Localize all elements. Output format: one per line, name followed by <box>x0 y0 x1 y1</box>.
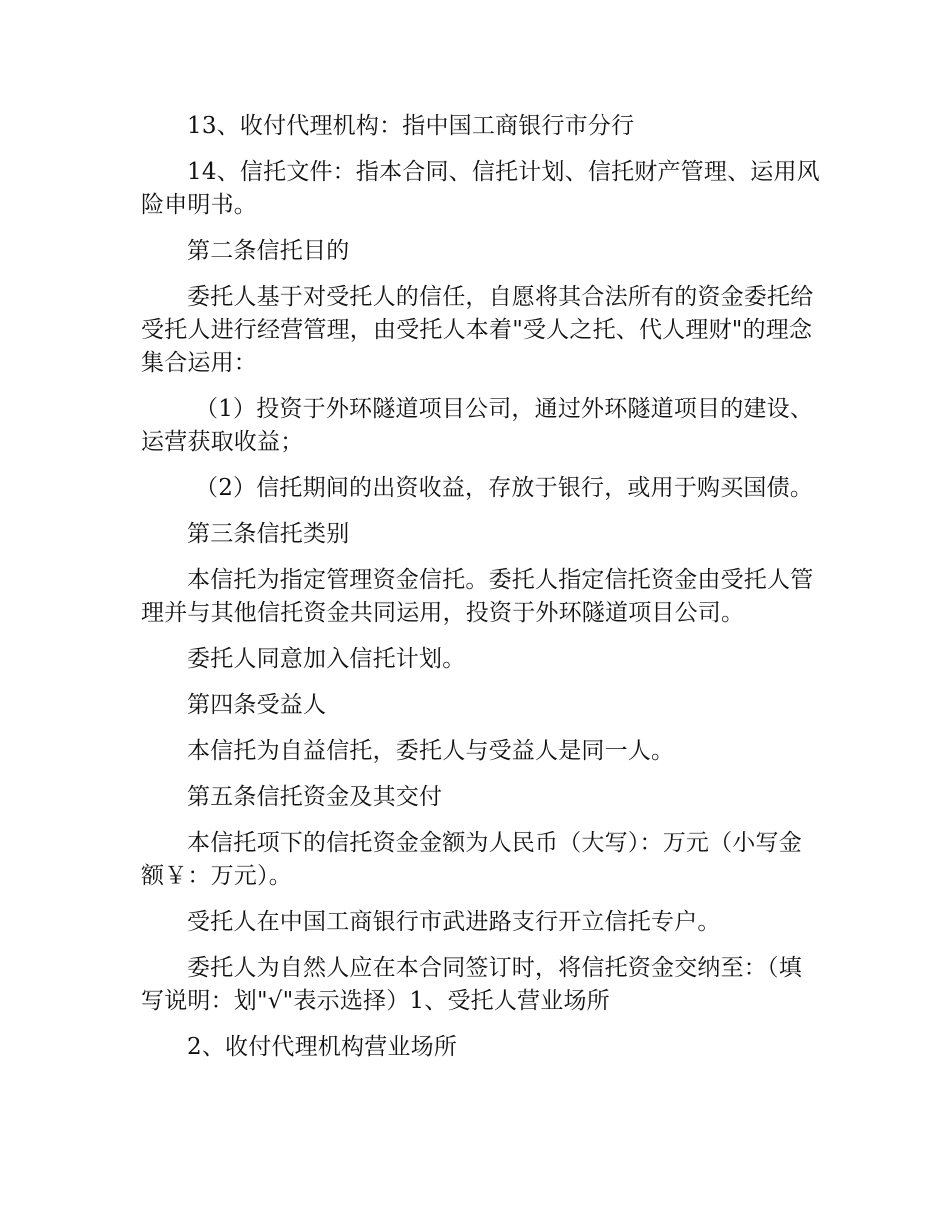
paragraph-join-plan: 委托人同意加入信托计划。 <box>187 646 466 672</box>
heading-article-2: 第二条信托目的 <box>187 238 350 264</box>
paragraph-collection-agent: 13、收付代理机构：指中国工商银行市分行 <box>187 113 635 139</box>
paragraph-beneficiary: 本信托为自益信托，委托人与受益人是同一人。 <box>187 738 675 764</box>
paragraph-trust-purpose: 委托人基于对受托人的信任，自愿将其合法所有的资金委托给受托人进行经营管理，由受托人本着"受人之托、代人理财"的理念集合运用： <box>141 284 814 376</box>
paragraph-trust-amount: 本信托项下的信托资金金额为人民币（大写）：万元（小写金额￥：万元）。 <box>141 830 802 889</box>
heading-article-5: 第五条信托资金及其交付 <box>187 784 443 810</box>
heading-article-4: 第四条受益人 <box>187 692 327 718</box>
heading-article-3: 第三条信托类别 <box>187 521 350 547</box>
paragraph-purpose-item-2: （2）信托期间的出资收益，存放于银行，或用于购买国债。 <box>195 475 814 501</box>
paragraph-payment-location: 委托人为自然人应在本合同签订时，将信托资金交纳至：（填写说明：划"√"表示选择）1、受托人营业场所 <box>141 955 802 1014</box>
paragraph-purpose-item-1: （1）投资于外环隧道项目公司，通过外环隧道项目的建设、运营获取收益； <box>141 396 814 455</box>
paragraph-trust-documents: 14、信托文件：指本合同、信托计划、信托财产管理、运用风险申明书。 <box>141 159 820 218</box>
paragraph-trust-type: 本信托为指定管理资金信托。委托人指定信托资金由受托人管理并与其他信托资金共同运用，投资于外环隧道项目公司。 <box>141 567 814 626</box>
paragraph-payment-option-2: 2、收付代理机构营业场所 <box>187 1034 458 1060</box>
document-body <box>141 110 821 1077</box>
paragraph-trust-account: 受托人在中国工商银行市武进路支行开立信托专户。 <box>187 909 721 935</box>
